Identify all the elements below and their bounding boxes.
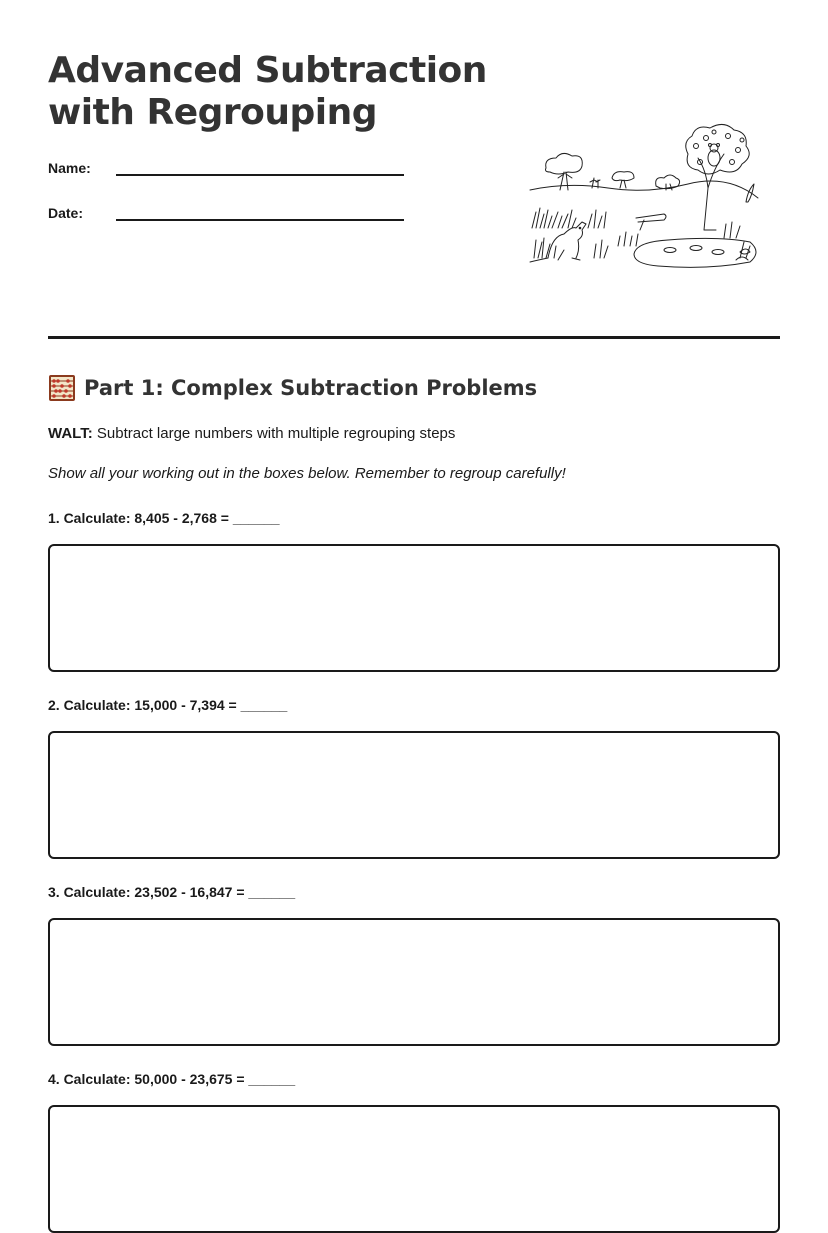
name-label: Name: (48, 160, 91, 176)
question-3-working-box[interactable] (48, 918, 780, 1046)
date-line[interactable] (116, 219, 404, 221)
question-4-label: 4. Calculate: 50,000 - 23,675 = ______ (48, 1071, 296, 1087)
walt-text: Subtract large numbers with multiple regrouping steps (92, 425, 456, 442)
gum-tree-left-icon (546, 153, 583, 190)
header-divider (48, 336, 780, 339)
instructions: Show all your working out in the boxes below. Remember to regroup carefully! (48, 465, 566, 482)
date-label: Date: (48, 205, 84, 221)
pond-icon (634, 238, 756, 267)
walt-label: WALT: (48, 425, 93, 442)
walt-line (48, 425, 455, 442)
question-3-label: 3. Calculate: 23,502 - 16,847 = ______ (48, 884, 296, 900)
question-2-working-box[interactable] (48, 731, 780, 859)
date-field (48, 205, 83, 221)
section-title-text: Part 1: Complex Subtraction Problems (84, 376, 538, 400)
gum-tree-with-koala-icon (686, 124, 749, 230)
worksheet-title (48, 50, 487, 134)
section-title (48, 374, 537, 402)
gum-tree-middle-icon (612, 172, 634, 188)
title-line-2: with Regrouping (48, 92, 377, 133)
question-1-working-box[interactable] (48, 544, 780, 672)
name-field (48, 160, 91, 176)
name-line[interactable] (116, 174, 404, 176)
question-1-label: 1. Calculate: 8,405 - 2,768 = ______ (48, 510, 280, 526)
bush-scene-illustration (528, 118, 760, 268)
abacus-icon (48, 374, 76, 402)
title-line-1: Advanced Subtraction (48, 50, 487, 91)
question-2-label: 2. Calculate: 15,000 - 7,394 = ______ (48, 697, 288, 713)
question-4-working-box[interactable] (48, 1105, 780, 1233)
